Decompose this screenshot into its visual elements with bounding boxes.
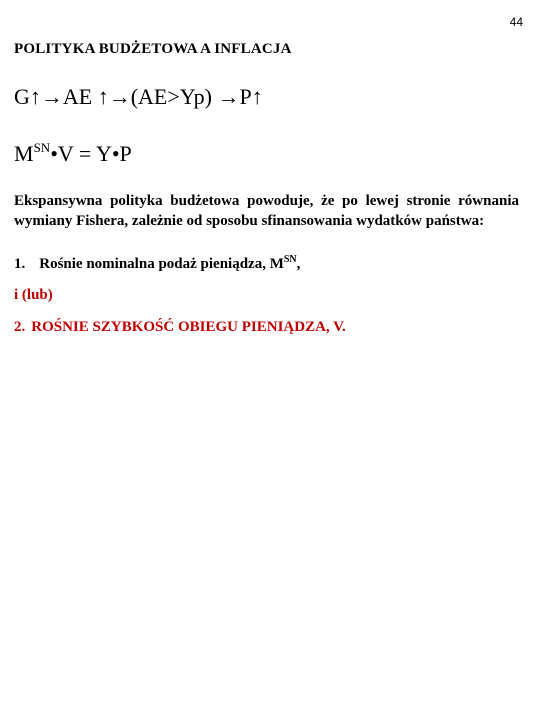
list-item-number: 2. <box>14 319 26 335</box>
formula-fisher-equation <box>14 141 132 167</box>
list-item-superscript: SN <box>283 254 297 265</box>
list-item-money-supply <box>14 256 300 273</box>
formula-money-symbol: M <box>14 141 34 166</box>
list-item-suffix: , <box>296 256 301 272</box>
list-item-velocity <box>14 319 346 336</box>
list-item-text: Rośnie nominalna podaż pieniądza, M <box>39 256 284 272</box>
formula-aggregate-demand: G↑→AE ↑→(AE>Yp) →P↑ <box>14 84 263 109</box>
formula-rest: •V = Y•P <box>50 141 132 166</box>
page-number: 44 <box>509 15 523 29</box>
slide-title: POLITYKA BUDŻETOWA A INFLACJA <box>14 41 292 57</box>
explanation-paragraph: Ekspansywna polityka budżetowa powoduje, że po lewej stronie równania wymiany Fishera, zależnie od sposobu sfinansowania wydatków państwa: <box>14 193 519 229</box>
formula-money-superscript: SN <box>33 140 51 155</box>
list-item-text: ROŚNIE SZYBKOŚĆ OBIEGU PIENIĄDZA, V. <box>31 319 346 335</box>
connector-and-or: i (lub) <box>14 287 53 303</box>
list-item-number: 1. <box>14 256 26 272</box>
